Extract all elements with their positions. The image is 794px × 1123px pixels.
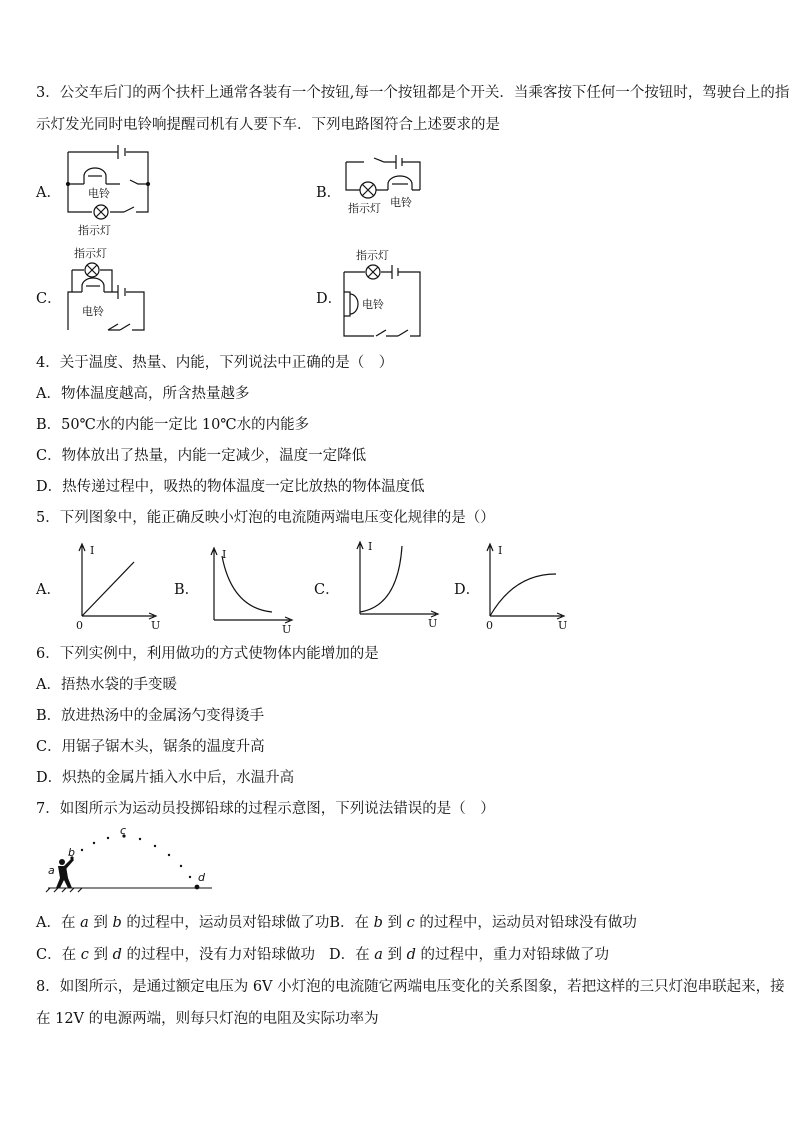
- q7-point-c: c: [120, 824, 127, 837]
- q7-shot-put-figure: [42, 826, 222, 896]
- q7-options-ab: A．在 a 到 b 的过程中，运动员对铅球做了功B．在 b 到 c 的过程中，运动员对铅球没有做功: [36, 915, 637, 931]
- q7-options-cd: C．在 c 到 d 的过程中，没有力对铅球做功 D．在 a 到 d 的过程中，重力对铅球做了功: [36, 947, 609, 963]
- q3d-lamp-label: 指示灯: [356, 249, 389, 262]
- q3a-lamp-label: 指示灯: [78, 224, 111, 237]
- q3-option-d: D．: [316, 291, 343, 307]
- q3-option-c: C．: [36, 291, 62, 307]
- q3-option-a: A．: [36, 185, 61, 201]
- q5-option-d: D．: [454, 582, 481, 598]
- q3a-bell-label: 电铃: [88, 187, 110, 200]
- q5b-x-label: U: [282, 623, 292, 636]
- q3c-lamp-label: 指示灯: [74, 247, 107, 260]
- q7-point-a: a: [48, 864, 55, 877]
- q5-option-c: C．: [314, 582, 340, 598]
- q3c-bell-label: 电铃: [82, 305, 104, 318]
- q5d-origin-label: 0: [486, 619, 493, 632]
- q4-option-b: B．50℃水的内能一定比 10℃水的内能多: [36, 417, 310, 433]
- q3-stem-line2: 示灯发光同时电铃响提醒司机有人要下车．下列电路图符合上述要求的是: [36, 117, 500, 133]
- q7-point-d: d: [198, 871, 205, 884]
- q6-option-a: A．捂热水袋的手变暖: [36, 677, 177, 693]
- q8-stem-line2: 在 12V 的电源两端，则每只灯泡的电阻及实际功率为: [36, 1011, 379, 1027]
- q5d-y-label: I: [498, 544, 503, 557]
- q3-circuit-b: [340, 148, 440, 228]
- q6-stem: 6．下列实例中，利用做功的方式使物体内能增加的是: [36, 646, 379, 662]
- q3d-bell-label: 电铃: [362, 298, 384, 311]
- q5a-y-label: I: [90, 544, 95, 557]
- q5-graph-c: [352, 536, 444, 630]
- q6-option-c: C．用锯子锯木头，锯条的温度升高: [36, 739, 265, 755]
- q4-option-d: D．热传递过程中，吸热的物体温度一定比放热的物体温度低: [36, 479, 425, 495]
- q5-graph-b: [206, 542, 298, 634]
- q3-circuit-a: [60, 140, 160, 240]
- q5c-y-label: I: [368, 540, 373, 553]
- q5-option-a: A．: [36, 582, 61, 598]
- q3-stem-line1: 3．公交车后门的两个扶杆上通常各装有一个按钮,每一个按钮都是个开关．当乘客按下任何一个按钮时，驾驶台上的指: [36, 85, 790, 101]
- q4-option-c: C．物体放出了热量，内能一定减少，温度一定降低: [36, 448, 367, 464]
- q5a-origin-label: 0: [76, 619, 83, 632]
- q7-stem: 7．如图所示为运动员投掷铅球的过程示意图，下列说法错误的是（ ）: [36, 801, 495, 817]
- q6-option-b: B．放进热汤中的金属汤勺变得烫手: [36, 708, 265, 724]
- q3b-lamp-label: 指示灯: [348, 202, 381, 215]
- q5c-x-label: U: [428, 617, 438, 630]
- q8-stem-line1: 8．如图所示，是通过额定电压为 6V 小灯泡的电流随它两端电压变化的关系图象，若把这样的三只灯泡串联起来，接: [36, 979, 785, 995]
- q5-graph-d: [480, 540, 572, 634]
- q3b-bell-label: 电铃: [390, 196, 412, 209]
- q6-option-d: D．炽热的金属片插入水中后，水温升高: [36, 770, 295, 786]
- q5-stem: 5．下列图象中，能正确反映小灯泡的电流随两端电压变化规律的是（）: [36, 510, 495, 526]
- q3-option-b: B．: [316, 185, 342, 201]
- q5d-x-label: U: [558, 619, 568, 632]
- q3-circuit-c: [60, 244, 160, 344]
- q4-stem: 4．关于温度、热量、内能，下列说法中正确的是（ ）: [36, 355, 394, 371]
- q4-option-a: A．物体温度越高，所含热量越多: [36, 386, 250, 402]
- q7-trajectory-dots: [70, 834, 199, 889]
- q7-point-b: b: [68, 846, 75, 859]
- q5-graph-a: [72, 540, 162, 632]
- q5-option-b: B．: [174, 582, 200, 598]
- q5a-x-label: U: [151, 619, 161, 632]
- q3-circuit-d: [340, 244, 430, 344]
- q5b-y-label: I: [222, 548, 227, 561]
